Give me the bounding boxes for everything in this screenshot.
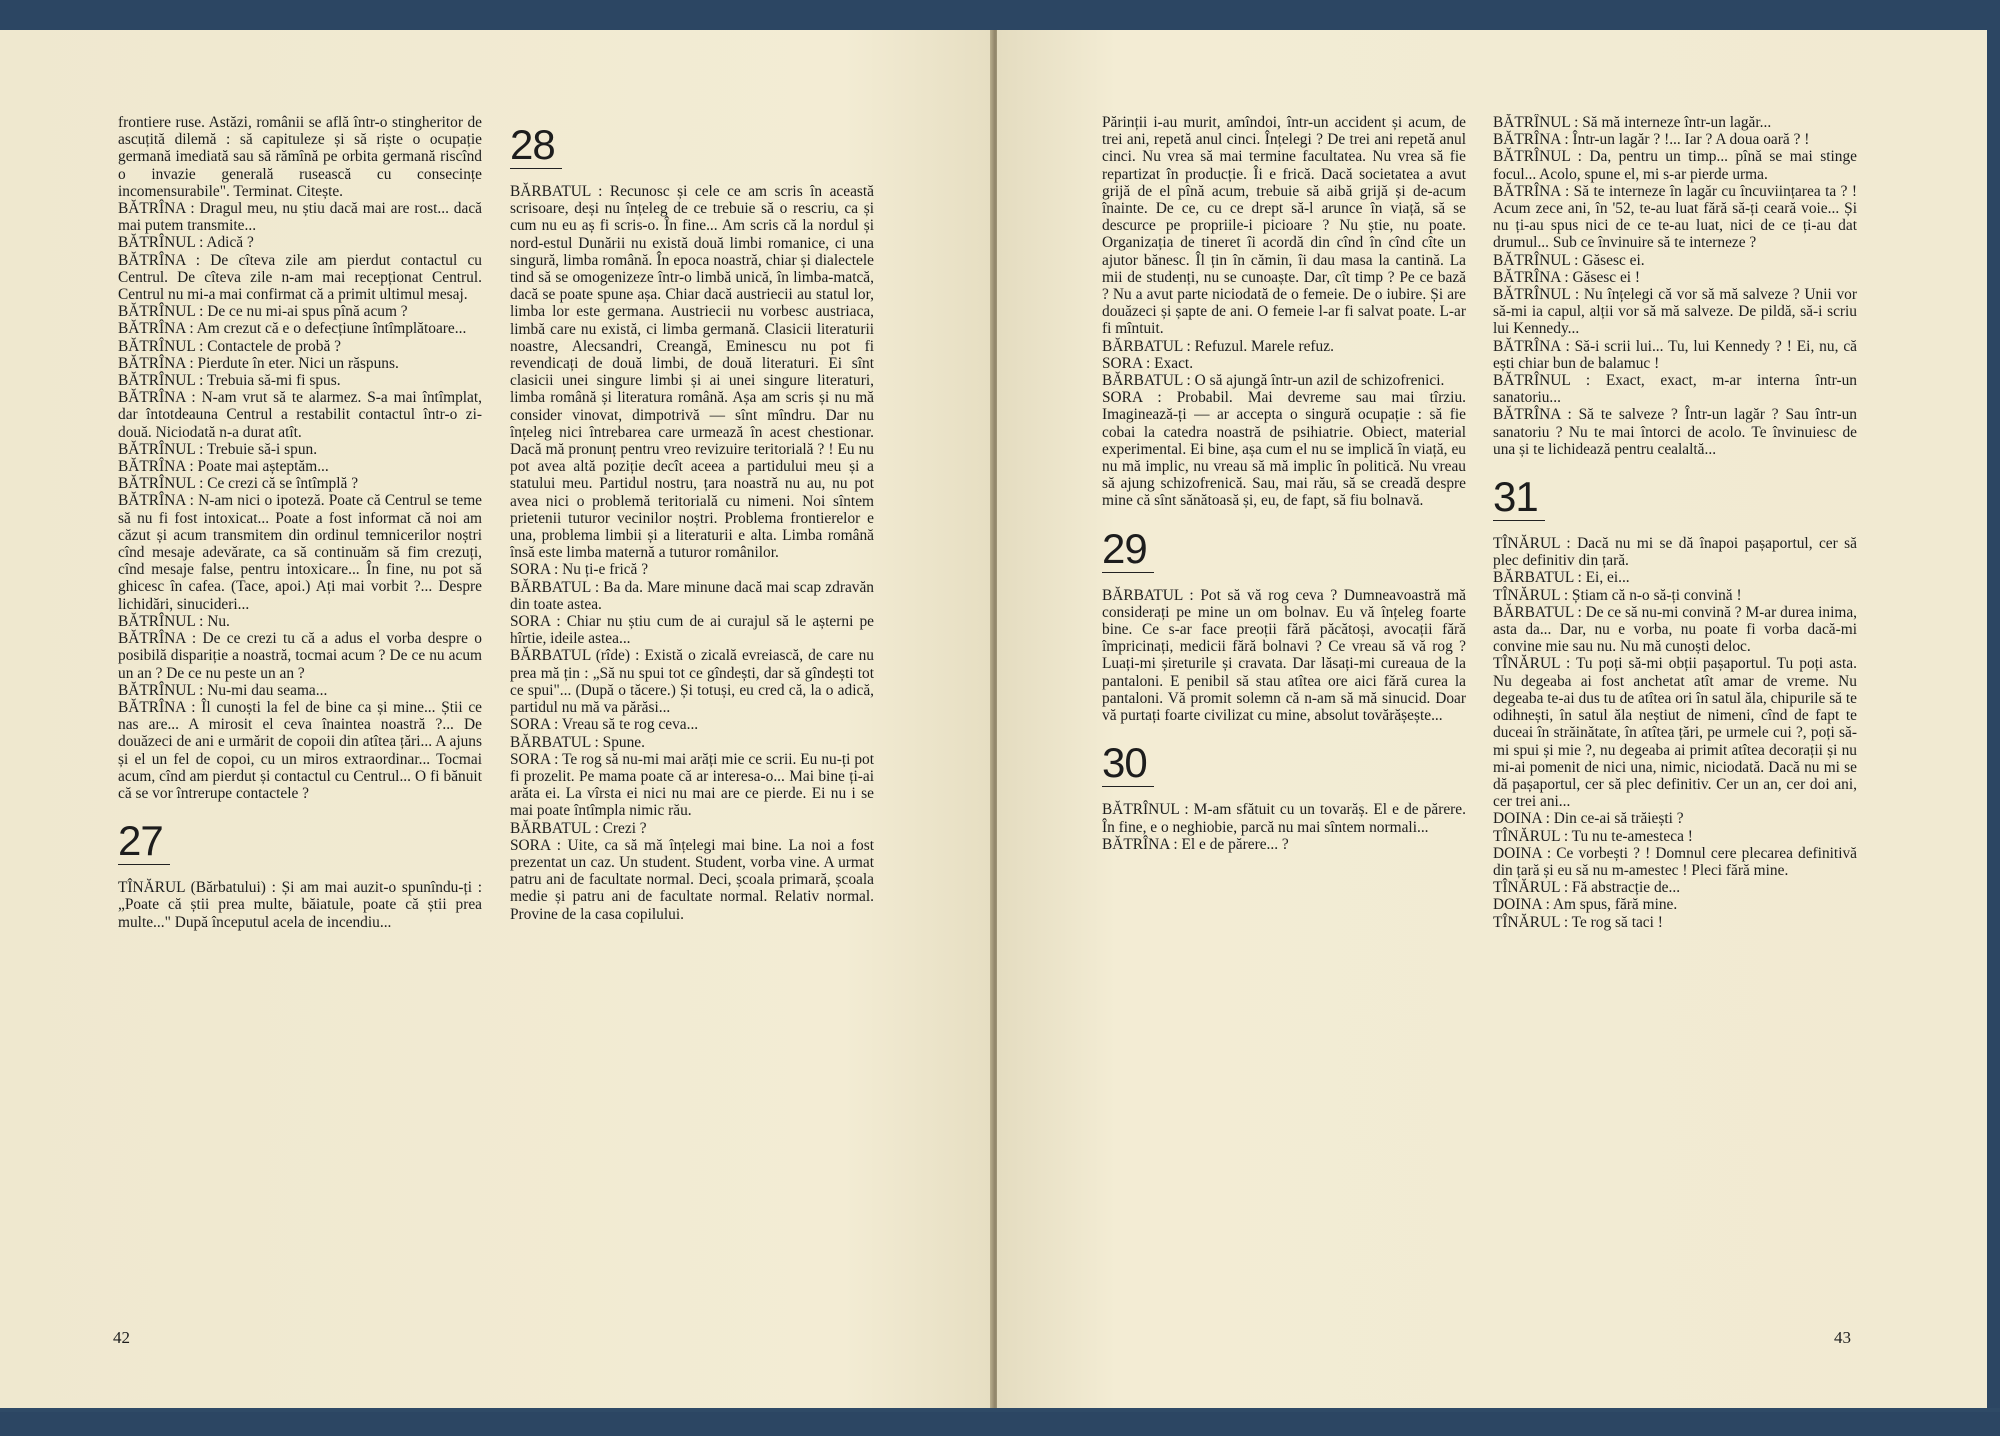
section-number: 29	[1102, 524, 1147, 572]
dialogue-line: BĂRBATUL : O să ajungă într-un azil de schizofrenici.	[1102, 372, 1445, 390]
book-cover-top	[0, 0, 2000, 30]
page-number: 43	[1834, 1328, 1851, 1347]
section-rule	[1493, 520, 1545, 521]
dialogue-line: BĂTRÎNUL : Trebuie să-i spun.	[118, 440, 318, 458]
dialogue-line: DOINA : Din ce-ai să trăiești ?	[1493, 810, 1684, 828]
dialogue-line: SORA : Nu ți-e frică ?	[510, 561, 649, 579]
right-page	[997, 30, 1987, 1408]
dialogue-line: BĂTRÎNA : Să-i scrii lui... Tu, lui Kennedy ? ! Ei, nu, că ești chiar bun de balamuc !	[1493, 337, 1857, 372]
dialogue-line: BĂRBATUL : Recunosc și cele ce am scris în această scrisoare, deși nu înțeleg de ce trebuie să o rescriu, ca și cum nu eu aș fi scris-o. În fine... Am scris că la nordul și nord-estul Dunării nu există două limbi romanice, ci una singură, limba română. În epoca noastră, chiar și dialectele tind să se omogenizeze într-o limbă unică, în limba-matcă, dacă se poate spune așa. Chiar dacă austriecii au statul lor, limba lor este germana. Austriecii nu vorbesc austriaca, limbă care nu există, ci limba germană. Clasicii literaturii noastre, Alecsandri, Creangă, Eminescu nu pot fi revendicați de două limbi, de două literaturi. Ei sînt clasicii unei singure limbi și ai unei singure literaturi, limba română și literatura română. Așa am scris și nu mă consider vinovat, dimpotrivă — sînt mîndru. Dar nu înțeleg nici întrebarea care urmează în acest chestionar. Dacă mă pronunț pentru vreo revizuire teritorială ? ! Eu nu pot avea altă poziție decît aceea a partidului meu și a statului meu. Partidul nostru, țara noastră nu au, nu pot avea nici o problemă teritorială cu nimeni. Noi sîntem prietenii tuturor vecinilor noștri. Problema frontierelor e una, problema limbii și a literaturii e alta. Limba română însă este limba maternă a tuturor românilor.	[510, 183, 874, 562]
dialogue-line: BĂTRÎNUL : Găsesc ei.	[1493, 251, 1645, 269]
dialogue-line: BĂTRÎNA : Să te interneze în lagăr cu încuviințarea ta ? ! Acum zece ani, în '52, te-au luat fără să-ți ceară voie... Și nu ți-au spus nici de ce te-au luat, nici de ce ți-au dat drumul... Sub ce învinuire să te interneze ?	[1493, 182, 1857, 252]
dialogue-line: BĂTRÎNA : N-am vrut să te alarmez. S-a mai întîmplat, dar întotdeauna Centrul a restabilit contactul într-o zi-două. Niciodată n-a durat atît.	[118, 389, 482, 441]
section-rule	[118, 864, 170, 865]
section-number: 27	[118, 817, 163, 865]
dialogue-line: BĂTRÎNA : Găsesc ei !	[1493, 268, 1641, 286]
dialogue-block	[1102, 114, 1466, 510]
page-number: 42	[113, 1328, 130, 1347]
dialogue-line: BĂTRÎNUL : Adică ?	[118, 234, 254, 252]
dialogue-line: BĂTRÎNA : Dragul meu, nu știu dacă mai are rost... dacă mai putem transmite...	[118, 200, 482, 235]
dialogue-line: BĂTRÎNUL : M-am sfătuit cu un tovarăș. El e de părere. În fine, e o neghiobie, parcă nu mai sîntem normali...	[1102, 801, 1466, 836]
dialogue-line: TÎNĂRUL (Bărbatului) : Și am mai auzit-o spunîndu-ți : „Poate că știi prea multe, băiatule, poate că știi prea multe..." După începutul acela de incendiu...	[118, 879, 482, 931]
dialogue-line: BĂTRÎNUL : Exact, exact, m-ar interna într-un sanatoriu...	[1493, 372, 1857, 407]
section-rule	[1102, 572, 1154, 573]
dialogue-block	[118, 114, 482, 802]
dialogue-line: BĂTRÎNUL : Da, pentru un timp... pînă se mai stinge focul... Acolo, spune el, mi s-ar pierde urma.	[1493, 148, 1857, 183]
dialogue-line: BĂTRÎNA : Am crezut că e o defecțiune întîmplătoare...	[118, 320, 467, 338]
section-number-block	[118, 818, 482, 865]
dialogue-line: TÎNĂRUL : Te rog să taci !	[1493, 913, 1663, 931]
dialogue-line: BĂTRÎNA : Într-un lagăr ? !... Iar ? A doua oară ? !	[1493, 131, 1810, 149]
section-number-block	[1102, 526, 1466, 573]
left-page-column-1	[118, 114, 482, 1314]
dialogue-block	[1493, 114, 1857, 458]
dialogue-line: BĂTRÎNUL : Nu înțelegi că vor să mă salveze ? Unii vor să-mi ia capul, alții vor să mă salveze. De pildă, să-i scriu lui Kennedy...	[1493, 286, 1857, 338]
dialogue-block	[510, 183, 874, 923]
dialogue-line: SORA : Vreau să te rog ceva...	[510, 716, 699, 734]
dialogue-block	[1102, 801, 1466, 853]
dialogue-line: SORA : Chiar nu știu cum de ai curajul să le așterni pe hîrtie, ideile astea...	[510, 613, 874, 648]
dialogue-line: BĂTRÎNUL : Ce crezi că se întîmplă ?	[118, 475, 359, 493]
book-cover-edge	[1987, 30, 2000, 1408]
left-page-column-2	[510, 122, 874, 1322]
dialogue-line: BĂTRÎNA : De cîteva zile am pierdut contactul cu Centrul. De cîteva zile n-am mai recepționat Centrul. Centrul nu mi-a mai confirmat că a primit ultimul mesaj.	[118, 251, 482, 304]
dialogue-line: BĂRBATUL : Spune.	[510, 733, 645, 751]
dialogue-line: BĂTRÎNA : De ce crezi tu că a adus el vorba despre o posibilă dispariție a noastră, tocmai acum ? De ce nu acum un an ? De ce nu peste un an ?	[118, 630, 482, 682]
dialogue-line: BĂRBATUL : Ei, ei...	[1493, 569, 1630, 587]
dialogue-line: SORA : Probabil. Mai devreme sau mai tîrziu. Imaginează-ți — ar accepta o singură ocupație : să fie cobai la catedra noastră de psihiatrie. Obiect, material experimental. Ei bine, așa cum el nu se implică în viață, eu nu mă implic, nu vreau să mă implic în politică. Nu vreau să ajung schizofrenică. Sau, mai rău, să se creadă despre mine că sînt sănătoasă și, eu, de fapt, să fiu bolnavă.	[1102, 389, 1466, 510]
dialogue-line: TÎNĂRUL : Fă abstracție de...	[1493, 879, 1681, 897]
section-number-block	[1493, 474, 1857, 521]
dialogue-line: BĂTRÎNUL : Contactele de probă ?	[118, 337, 341, 355]
section-rule	[510, 168, 562, 169]
dialogue-line: SORA : Exact.	[1102, 354, 1194, 372]
dialogue-line: BĂTRÎNUL : Să mă interneze într-un lagăr...	[1493, 114, 1772, 131]
dialogue-block	[1102, 587, 1466, 725]
dialogue-line: DOINA : Ce vorbești ? ! Domnul cere plecarea definitivă din țară și eu să nu m-amestec ! Pleci fără mine.	[1493, 844, 1857, 879]
dialogue-line: BĂTRÎNA : Să te salveze ? Într-un lagăr ? Sau într-un sanatoriu ? Nu te mai întorci de acolo. Te învinuiesc de una și te lichidează pentru cealaltă...	[1493, 406, 1857, 458]
right-page-column-2	[1493, 114, 1857, 1314]
section-number: 28	[510, 122, 555, 168]
right-page-column-1	[1102, 114, 1466, 1314]
section-rule	[1102, 786, 1154, 787]
dialogue-line: BĂTRÎNA : Pierdute în eter. Nici un răspuns.	[118, 354, 399, 372]
left-page	[0, 30, 993, 1408]
dialogue-block	[1493, 535, 1857, 931]
section-number-block	[510, 122, 874, 169]
section-number: 31	[1493, 473, 1538, 521]
dialogue-line: TÎNĂRUL : Tu nu te-amesteca !	[1493, 827, 1693, 845]
dialogue-line: BĂRBATUL : De ce să nu-mi convină ? M-ar durea inima, asta da... Dar, nu e vorba, nu poate fi vorba dacă-mi convine mie sau nu. Nu mă cunoști deloc.	[1493, 603, 1857, 656]
dialogue-line: TÎNĂRUL : Tu poți să-mi obții pașaportul. Tu poți asta. Nu degeaba ai fost anchetat atît amar de vreme. Nu degeaba te-ai dus tu de atîtea ori în satul ăla, chipurile să te odihnești, în satul ăla neștiut de nimeni, cînd de fapt te duceai în străinătate, în atîtea țări, pe urmele cui ?, poți să-mi spui și mie ?, nu degeaba ai primit atîtea decorații și nu mi-ai pomenit de nici una, nimic, niciodată. Dacă nu mi se dă pașaportul, cer să plec definitiv. Cer un an, cer doi ani, cer trei ani...	[1493, 655, 1857, 811]
dialogue-block	[118, 879, 482, 931]
dialogue-line: BĂTRÎNA : El e de părere... ?	[1102, 835, 1289, 853]
dialogue-line: BĂTRÎNA : N-am nici o ipoteză. Poate că Centrul se teme să nu fi fost intoxicat... Poate a fost informat că noi am căzut și acum transmitem din ordinul temnicerilor noștri cînd mesaje adevărate, ca să continuăm să fim crezuți, cînd mesaje false, pentru intoxicare... În fine, nu pot să ghicesc în cafea. (Tace, apoi.) Ați mai vorbit ?... Despre lichidări, sinucideri...	[118, 492, 482, 613]
dialogue-line: BĂRBATUL : Crezi ?	[510, 819, 647, 837]
dialogue-line: TÎNĂRUL : Dacă nu mi se dă înapoi pașaportul, cer să plec definitiv din țară.	[1493, 535, 1857, 570]
dialogue-line: BĂTRÎNA : Poate mai așteptăm...	[118, 458, 329, 476]
dialogue-line: BĂRBATUL : Pot să vă rog ceva ? Dumneavoastră mă considerați pe mine un om bolnav. Eu vă înțeleg foarte bine. Ce s-ar face preoții fără păcătoși, avocații fără împricinați, medicii fără bolnavi ? Ce vreau să vă rog ? Luați-mi șireturile și cravata. Dar lăsați-mi cureaua de la pantaloni. E penibil să stau atîtea ore aici fără curea la pantaloni. Vă promit solemn că n-am să mă sinucid. Doar vă purtați foarte civilizat cu mine, absolut tovărășește...	[1102, 586, 1466, 725]
dialogue-line: DOINA : Am spus, fără mine.	[1493, 896, 1678, 914]
dialogue-line: BĂRBATUL (rîde) : Există o zicală evreiască, de care nu prea mă țin : „Să nu spui tot ce gîndești, dar să gîndești tot ce spui"... (După o tăcere.) Și totuși, eu cred că, la o adică, partidul nu mă va părăsi...	[510, 647, 874, 717]
dialogue-line: BĂTRÎNUL : Trebuia să-mi fi spus.	[118, 372, 341, 390]
dialogue-line: BĂTRÎNUL : Nu.	[118, 612, 230, 630]
dialogue-line: BĂTRÎNA : Îl cunoști la fel de bine ca și mine... Știi ce nas are... A mirosit el ceva înaintea noastră ?... De douăzeci de ani e urmărit de copoii din atîtea țări... A ajuns și el un fel de copoi, cu un miros extraordinar... Tocmai acum, cînd am pierdut și contactul cu Centrul... O fi bănuit că se vor întrerupe contactele ?	[118, 698, 482, 802]
dialogue-line: TÎNĂRUL : Știam că n-o să-ți convină !	[1493, 586, 1742, 604]
section-number-block	[1102, 740, 1466, 787]
dialogue-line: SORA : Uite, ca să mă înțelegi mai bine. La noi a fost prezentat un caz. Un student. Student, vorba vine. A urmat patru ani de facultate normal. Deci, școala primară, școala medie și patru ani de facultate normal. Relativ normal. Provine de la casa copilului.	[510, 836, 874, 923]
dialogue-line: BĂRBATUL : Refuzul. Marele refuz.	[1102, 337, 1334, 355]
dialogue-line: BĂTRÎNUL : De ce nu mi-ai spus pînă acum ?	[118, 303, 408, 321]
dialogue-line: BĂTRÎNUL : Nu-mi dau seama...	[118, 681, 328, 699]
dialogue-line: SORA : Te rog să nu-mi mai arăți mie ce scrii. Eu nu-ți pot fi prozelit. Pe mama poate că ar interesa-o... Mai bine ți-ai arăta ei. La vîrsta ei nici nu mai are ce pierde. Ei nu i se mai poate întîmpla nimic rău.	[510, 750, 874, 820]
section-number: 30	[1102, 739, 1147, 787]
book-cover-bottom	[0, 1412, 2000, 1436]
dialogue-line: BĂRBATUL : Ba da. Mare minune dacă mai scap zdravăn din toate astea.	[510, 578, 874, 613]
dialogue-line: Părinții i-au murit, amîndoi, într-un accident și acum, de trei ani, repetă anul cinci. Înțelegi ? De trei ani repetă anul cinci. Nu vrea să mai termine facultatea. Nu vrea să fie repartizat în producție. Îi e frică. Dacă societatea a avut grijă de el pînă acum, trebuie să aibă grijă și de-acum înainte. De ce, cu ce drept să-l arunce în viață, să se descurce pe propriile-i picioare ? Nu știe, nu poate. Organizația de tineret îi acordă din cînd în cînd cîte un ajutor bănesc. Îl țin în cămin, îi dau masa la cantină. La mii de studenți, nu se cunoaște. Dar, cît timp ? Pe ce bază ? Nu a avut parte niciodată de o femeie. De o iubire. Și are douăzeci și șapte de ani. O femeie l-ar fi salvat poate. L-ar fi mîntuit.	[1102, 114, 1466, 338]
dialogue-line: frontiere ruse. Astăzi, românii se află într-o stingheritor de ascuțită dilemă : să capituleze și să riște o ocupație germană imediată sau să rămînă pe orbita germană riscînd o invazie generală rusească cu consecințe incomensurabile". Terminat. Citește.	[118, 114, 482, 200]
